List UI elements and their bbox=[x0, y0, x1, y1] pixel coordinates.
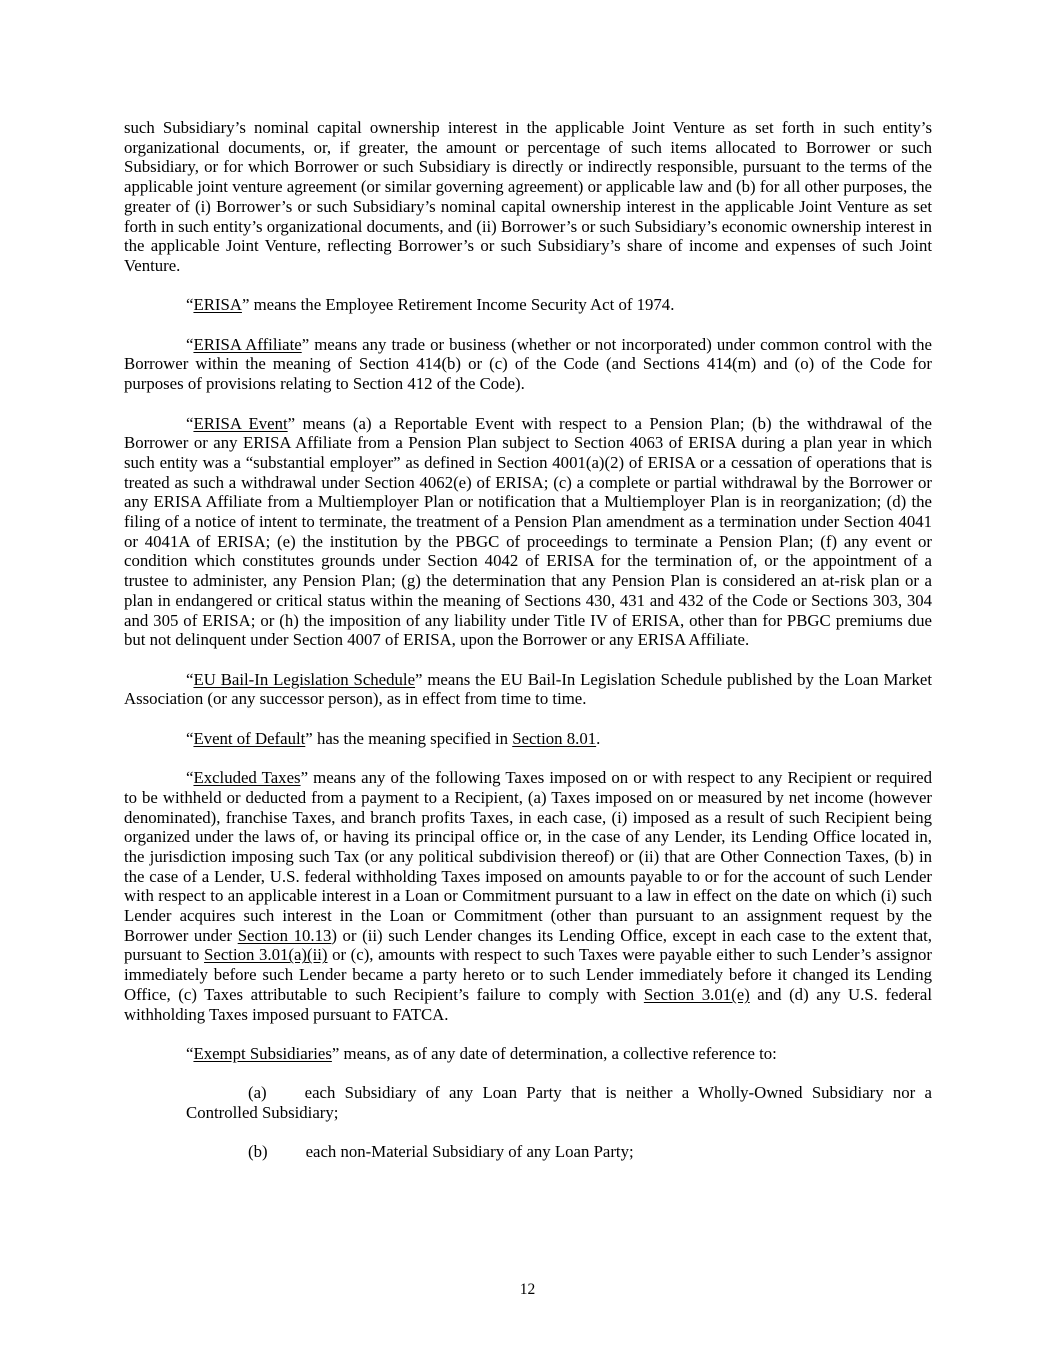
defined-term: Section 3.01(a)(ii) bbox=[204, 945, 328, 965]
text-run: or (c), amounts with respect to such Taxes were payable either to such Lender’s assignor immediately before such Lender became a party hereto or to such Lender immediately before it changed its Lending Office, (c) Taxes attributable to such Recipient’s failure to comply with bbox=[124, 945, 932, 1004]
definition-excluded-taxes bbox=[124, 768, 932, 1024]
definition-erisa-affiliate bbox=[124, 335, 932, 394]
definition-eu-bail-in-legislation-schedule bbox=[124, 670, 932, 709]
text-run: “ bbox=[186, 295, 194, 315]
defined-term: EU Bail-In Legislation Schedule bbox=[193, 669, 416, 689]
text-run: ) or (ii) such Lender changes its Lending Office, except in each case to the extent that, pursuant to bbox=[124, 925, 932, 965]
text-run: such Subsidiary’s nominal capital ownership interest in the applicable Joint Venture as set forth in such entity’s organizational documents, or, if greater, the amount or percentage of such items allocated to Borrower or such Subsidiary, or for which Borrower or such Subsidiary is directly or indirectly responsible, pursuant to the terms of the applicable joint venture agreement (or similar governing agreement) or applicable law and (b) for all other purposes, the greater of (i) Borrower’s or such Subsidiary’s nominal capital ownership interest in the applicable Joint Venture as set forth in such entity’s organizational documents, and (ii) Borrower’s or such Subsidiary’s economic ownership interest in the applicable Joint Venture, reflecting Borrower’s or such Subsidiary’s share of income and expenses of such Joint Venture. bbox=[124, 118, 932, 275]
text-run: ” means any of the following Taxes imposed on or with respect to any Recipient or required to be withheld or deducted from a payment to a Recipient, (a) Taxes imposed on or measured by net income (however denominated), franchise Taxes, and branch profits Taxes, in each case, (i) imposed as a result of such Recipient being organized under the laws of, or having its principal office or, in the case of any Lender, its Lending Office located in, the jurisdiction imposing such Tax (or any political subdivision thereof) or (ii) that are Other Connection Taxes, (b) in the case of a Lender, U.S. federal withholding Taxes imposed on amounts payable to or for the account of such Lender with respect to an applicable interest in a Loan or Commitment pursuant to a law in effect on the date on which (i) such Lender acquires such interest in the Loan or Commitment (other than pursuant to an assignment request by the Borrower under bbox=[124, 768, 932, 945]
definition-event-of-default bbox=[124, 729, 932, 749]
text-run: “ bbox=[186, 728, 194, 748]
text-run: “ bbox=[186, 413, 194, 433]
text-run: . bbox=[596, 728, 601, 748]
defined-term: Section 8.01 bbox=[512, 728, 597, 748]
text-run: “ bbox=[186, 669, 194, 689]
text-run: “ bbox=[186, 334, 194, 354]
text-run: ” has the meaning specified in bbox=[305, 728, 513, 748]
definition-erisa bbox=[124, 295, 932, 315]
text-run: ” means any trade or business (whether or not incorporated) under common control with the Borrower within the meaning of Section 414(b) or (c) of the Code (and Sections 414(m) and (o) of the Code for purposes of provisions relating to Section 412 of the Code). bbox=[124, 334, 932, 394]
defined-term: Section 3.01(e) bbox=[643, 984, 750, 1004]
definition-erisa-event bbox=[124, 414, 932, 650]
list-item-a bbox=[186, 1083, 932, 1122]
text-run: (b) bbox=[248, 1142, 268, 1162]
text-run: each non-Material Subsidiary of any Loan Party; bbox=[305, 1142, 634, 1162]
text-run: ” means (a) a Reportable Event with respect to a Pension Plan; (b) the withdrawal of the Borrower or any ERISA Affiliate from a Pension Plan subject to Section 4063 of ERISA during a plan year in which such entity was a “substantial employer” as defined in Section 4001(a)(2) of ERISA or a cessation of operations that is treated as such a withdrawal under Section 4062(e) of ERISA; (c) a complete or partial withdrawal by the Borrower or any ERISA Affiliate from a Multiemployer Plan or notification that a Multiemployer Plan is in reorganization; (d) the filing of a notice of intent to terminate, the treatment of a Pension Plan amendment as a termination under Section 4041 or 4041A of ERISA; (e) the institution by the PBGC of proceedings to terminate a Pension Plan; (f) any event or condition which constitutes grounds under Section 4042 of ERISA for the termination of, or the appointment of a trustee to administer, any Pension Plan; (g) the determination that any Pension Plan is considered an at-risk plan or a plan in endangered or critical status within the meaning of Sections 430, 431 and 432 of the Code or Sections 303, 304 and 305 of ERISA; or (h) the imposition of any liability under Title IV of ERISA, other than for PBGC premiums due but not delinquent under Section 4007 of ERISA, upon the Borrower or any ERISA Affiliate. bbox=[124, 413, 932, 650]
page-number: 12 bbox=[519, 1281, 536, 1298]
defined-term: Section 10.13 bbox=[237, 925, 332, 945]
definition-exempt-subsidiaries bbox=[124, 1044, 932, 1064]
defined-term: Event of Default bbox=[193, 728, 306, 748]
text-run: each Subsidiary of any Loan Party that is neither a Wholly-Owned Subsidiary nor a Controlled Subsidiary; bbox=[186, 1083, 932, 1123]
text-run: “ bbox=[186, 768, 194, 788]
defined-term: ERISA Event bbox=[193, 413, 288, 433]
defined-term: Excluded Taxes bbox=[193, 768, 301, 788]
text-run: ” means the EU Bail-In Legislation Schedule published by the Loan Market Association (or any successor person), as in effect from time to time. bbox=[124, 669, 932, 709]
text-run: (a) bbox=[248, 1083, 267, 1103]
document-body bbox=[124, 118, 932, 1162]
defined-term: Exempt Subsidiaries bbox=[193, 1043, 332, 1063]
text-run: ” means, as of any date of determination, a collective reference to: bbox=[331, 1043, 777, 1063]
defined-term: ERISA Affiliate bbox=[193, 334, 302, 354]
text-run: ” means the Employee Retirement Income Security Act of 1974. bbox=[241, 295, 675, 315]
list-item-b bbox=[186, 1142, 932, 1162]
text-run: and (d) any U.S. federal withholding Taxes imposed pursuant to FATCA. bbox=[124, 984, 932, 1024]
text-run: “ bbox=[186, 1043, 194, 1063]
defined-term: ERISA bbox=[193, 295, 242, 315]
continuation-paragraph bbox=[124, 118, 932, 276]
